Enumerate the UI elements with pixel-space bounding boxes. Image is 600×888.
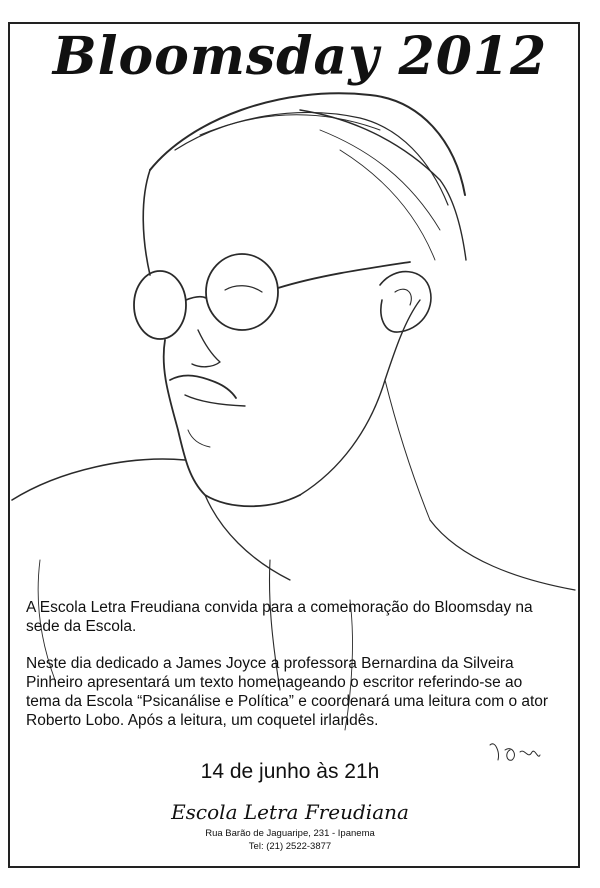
invitation-paragraph: A Escola Letra Freudiana convida para a comemoração do Bloomsday na sede da Escola. (26, 599, 533, 635)
organization-logo-text: Escola Letra Freudiana (171, 800, 409, 824)
event-description-paragraph: Neste dia dedicado a James Joyce a professora Bernardina da Silveira Pinheiro apresentará um texto homenageando o escritor referindo-se ao tema da Escola “Psicanálise e Política” e coordenará uma leitura com o ator Roberto Lobo. Após a leitura, um coquetel irlandês. (26, 655, 549, 729)
invitation-text (26, 598, 556, 748)
poster-title: Bloomsday 2012 (52, 26, 548, 87)
phone-line: Tel: (21) 2522-3877 (248, 841, 332, 852)
contact-block (0, 827, 580, 853)
event-date: 14 de junho às 21h (200, 760, 380, 783)
address-line: Rua Barão de Jaguaripe, 231 - Ipanema (205, 828, 375, 839)
